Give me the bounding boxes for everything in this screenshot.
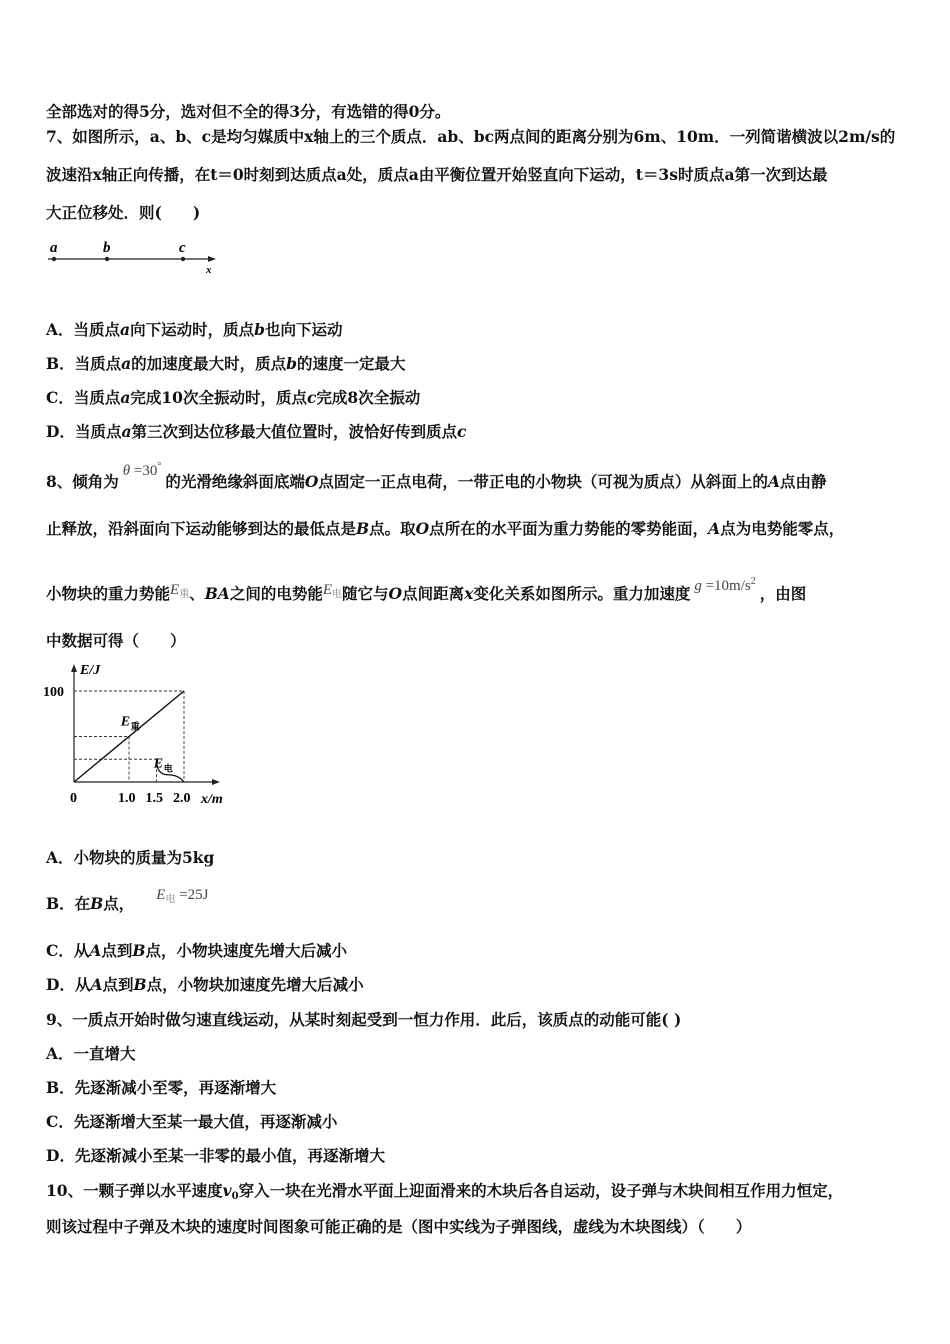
x-tick-2: 1.5 <box>145 791 163 806</box>
theta-formula: θ =30° <box>122 461 162 479</box>
x-tick-3: 2.0 <box>173 791 191 806</box>
x-axis-arrow <box>208 256 216 262</box>
point-c <box>181 257 185 261</box>
x-tick-1: 1.0 <box>118 791 136 806</box>
q9-stem: 9、一质点开始时做匀速直线运动，从某时刻起受到一恒力作用．此后，该质点的动能可能( ) <box>46 1010 682 1029</box>
instruction-text: 全部选对的得5分，选对但不全的得3分，有选错的得0分。 <box>46 102 451 121</box>
q8-option-b: B．在B点， $E_电 =25J$ <box>46 887 209 913</box>
q7-stem-line-3: 大正位移处．则( ) <box>46 203 201 222</box>
label-a: a <box>50 240 58 256</box>
q8-stem-line-4: 中数据可得（ ） <box>46 631 186 650</box>
q10-stem-line-2: 则该过程中子弹及木块的速度时间图象可能正确的是（图中实线为子弹图线，虚线为木块图线）（ ） <box>46 1217 752 1236</box>
label-e-electric-sub: 电 <box>163 763 173 774</box>
q7-axis-figure <box>44 236 229 276</box>
label-b: b <box>103 240 111 256</box>
label-e-gravity: E <box>120 714 131 730</box>
g-formula: $g =10m/s^2$ <box>694 576 756 594</box>
label-e-electric: E <box>153 756 164 772</box>
point-b <box>105 257 109 261</box>
q9-option-c: C．先逐渐增大至某一最大值，再逐渐减小 <box>46 1112 338 1131</box>
y-axis-label: E/J <box>80 663 101 678</box>
q8-stem-line-2: 止释放，沿斜面向下运动能够到达的最低点是B点。取O点所在的水平面为重力势能的零势能面，A点为电势能零点， <box>46 519 845 538</box>
x-axis-label: x/m <box>201 792 223 807</box>
x-axis-arrow <box>212 779 220 785</box>
q9-option-b: B．先逐渐减小至零，再逐渐增大 <box>46 1078 277 1097</box>
q7-stem-line-2: 波速沿x轴正向传播，在t＝0时刻到达质点a处，质点a由平衡位置开始竖直向下运动，t＝3s时质点a第一次到达最 <box>46 165 828 184</box>
q8-option-a: A．小物块的质量为5kg <box>46 848 215 867</box>
point-a <box>52 257 56 261</box>
label-c: c <box>179 240 186 256</box>
y-tick-100: 100 <box>43 685 64 700</box>
q8-stem-line-3: 小物块的重力势能$E_重$、BA之间的电势能$E_电$随它与O点间距离x变化关系如图所示。重力加速度 $g =10m/s^2$，由图 <box>46 576 807 603</box>
q7-option-d: D．当质点a第三次到达位移最大值位置时，波恰好传到质点c <box>46 422 467 441</box>
q7-option-c: C．当质点a完成10次全振动时，质点c完成8次全振动 <box>46 388 421 407</box>
q10-stem-line-1: 10、一颗子弹以水平速度v0穿入一块在光滑水平面上迎面滑来的木块后各自运动，设子弹与木块间相互作用力恒定， <box>46 1181 844 1202</box>
x-tick-0: 0 <box>70 791 77 806</box>
q8-energy-chart <box>40 656 240 812</box>
label-x: x <box>206 264 212 276</box>
q8-option-d: D．从A点到B点，小物块加速度先增大后减小 <box>46 975 364 994</box>
q7-stem-line-1: 7、如图所示，a、b、c是均匀媒质中x轴上的三个质点．ab、bc两点间的距离分别为6m、10m．一列简谐横波以2m/s的 <box>46 127 896 146</box>
q7-option-b: B．当质点a的加速度最大时，质点b的速度一定最大 <box>46 354 406 373</box>
q8-stem-line-1: 8、倾角为θ =30°的光滑绝缘斜面底端O点固定一正点电荷，一带正电的小物块（可视为质点）从斜面上的A点由静 <box>46 461 827 491</box>
q7-option-a: A．当质点a向下运动时，质点b也向下运动 <box>46 320 343 339</box>
label-e-gravity-sub: 重 <box>130 721 140 732</box>
q9-option-d: D．先逐渐减小至某一非零的最小值，再逐渐增大 <box>46 1146 385 1165</box>
q9-option-a: A．一直增大 <box>46 1044 136 1063</box>
q8-option-c: C．从A点到B点，小物块速度先增大后减小 <box>46 941 348 960</box>
y-axis-arrow <box>71 664 77 672</box>
